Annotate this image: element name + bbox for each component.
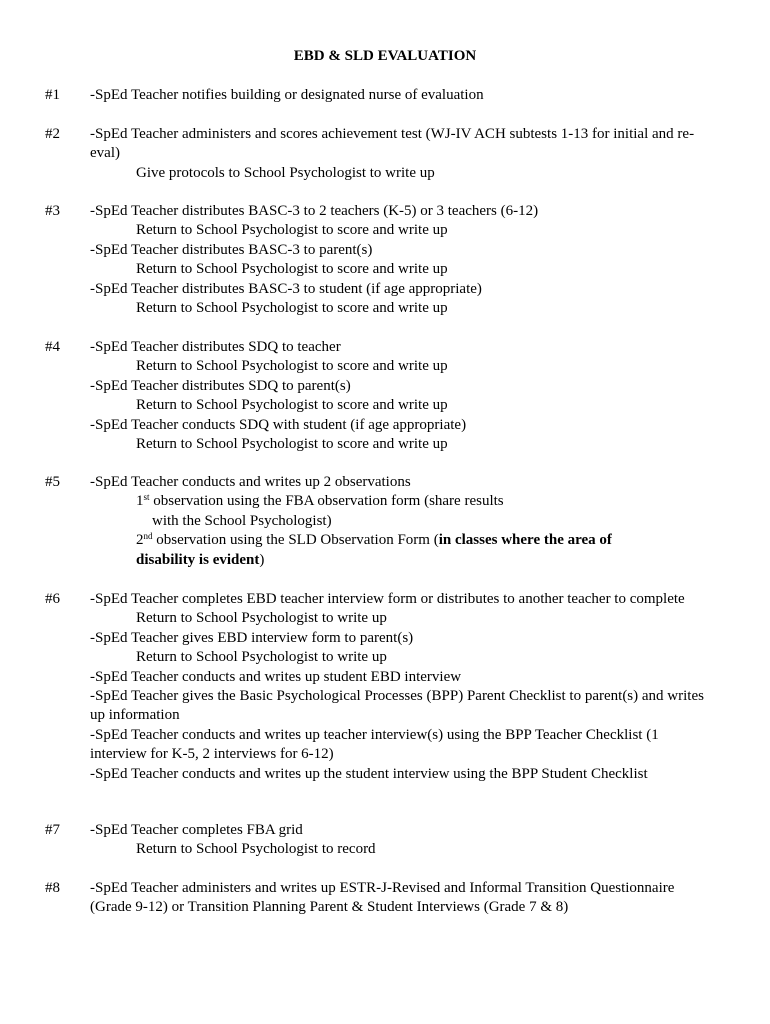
step-subline: Return to School Psychologist to write up [136,610,387,627]
step-line: -SpEd Teacher distributes SDQ to parent(s) [90,377,351,394]
step-line: -SpEd Teacher conducts and writes up 2 observations [90,474,411,490]
step-body [90,86,715,105]
step-line: -SpEd Teacher distributes BASC-3 to 2 teachers (K-5) or 3 teachers (6-12) [90,203,539,219]
step-number: #2 [45,126,60,142]
step-number: #5 [45,474,60,490]
step-line: -SpEd Teacher notifies building or designated nurse of evaluation [90,87,484,103]
step-line: -SpEd Teacher gives EBD interview form to parent(s) [90,629,414,646]
ordinal-suffix: st [143,492,150,503]
step-subline: Return to School Psychologist to write up [136,649,387,666]
step-number: #3 [45,203,60,219]
ordinal-number: 2 [136,532,144,549]
emphasis-text: disability is evident [136,551,260,568]
step-subline: Return to School Psychologist to score and write up [136,397,448,414]
step-line: -SpEd Teacher distributes BASC-3 to parent(s) [90,241,373,258]
step-line: -SpEd Teacher conducts and writes up student EBD interview [90,668,462,685]
step-number: #7 [45,822,60,838]
step-line: -SpEd Teacher gives the Basic Psychological Processes (BPP) Parent Checklist to parent(s) and writes up information [90,688,704,724]
ordinal-number: 1 [136,493,144,510]
step-body [90,125,715,183]
step-subline: Return to School Psychologist to record [136,841,376,858]
step-line: -SpEd Teacher completes FBA grid [90,822,303,838]
step-subline: Return to School Psychologist to score and write up [136,436,448,453]
step-subline [90,551,715,570]
step-body [90,202,715,318]
step-number: #4 [45,339,60,355]
ordinal-suffix: nd [143,531,153,542]
step-line: -SpEd Teacher administers and scores achievement test (WJ-IV ACH subtests 1-13 for initial and re-eval) [90,126,695,162]
step-number: #1 [45,87,60,103]
step-subline-text: observation using the FBA observation form (share results [153,493,504,510]
step-line: -SpEd Teacher conducts SDQ with student (if age appropriate) [90,416,467,433]
step-line: -SpEd Teacher distributes BASC-3 to student (if age appropriate) [90,280,482,297]
step-number: #8 [45,880,60,896]
step-subline: Return to School Psychologist to score and write up [136,222,448,239]
step-line: -SpEd Teacher conducts and writes up teacher interview(s) using the BPP Teacher Checklist (1 interview for K-5, 2 interviews for 6-12) [90,726,659,763]
step-body [90,879,700,918]
step-line: -SpEd Teacher completes EBD teacher interview form or distributes to another teacher to complete [90,591,685,607]
step-number: #6 [45,591,60,607]
step-subline: Return to School Psychologist to score and write up [136,358,448,375]
emphasis-text: in classes where the area of [438,532,612,549]
step-line: -SpEd Teacher conducts and writes up the student interview using the BPP Student Checklist [90,765,648,782]
step-subline: Return to School Psychologist to score and write up [136,300,448,317]
step-body [90,821,715,860]
step-body [90,338,715,454]
step-subline: Give protocols to School Psychologist to write up [136,164,435,181]
step-subline: with the School Psychologist) [152,512,332,529]
step-line: -SpEd Teacher administers and writes up ESTR-J-Revised and Informal Transition Questionnaire (Grade 9-12) or Transition Planning Parent & Student Interviews (Grade 7 & 8) [90,880,675,916]
step-subline [90,492,715,511]
step-subline: Return to School Psychologist to score and write up [136,261,448,278]
step-line: -SpEd Teacher distributes SDQ to teacher [90,339,341,355]
document-title: EBD & SLD EVALUATION [293,48,477,64]
closing-paren: ) [259,551,265,568]
step-subline-text: observation using the SLD Observation Form ( [156,532,439,549]
step-body [90,590,715,784]
step-body [90,473,715,570]
step-subline [90,531,715,550]
